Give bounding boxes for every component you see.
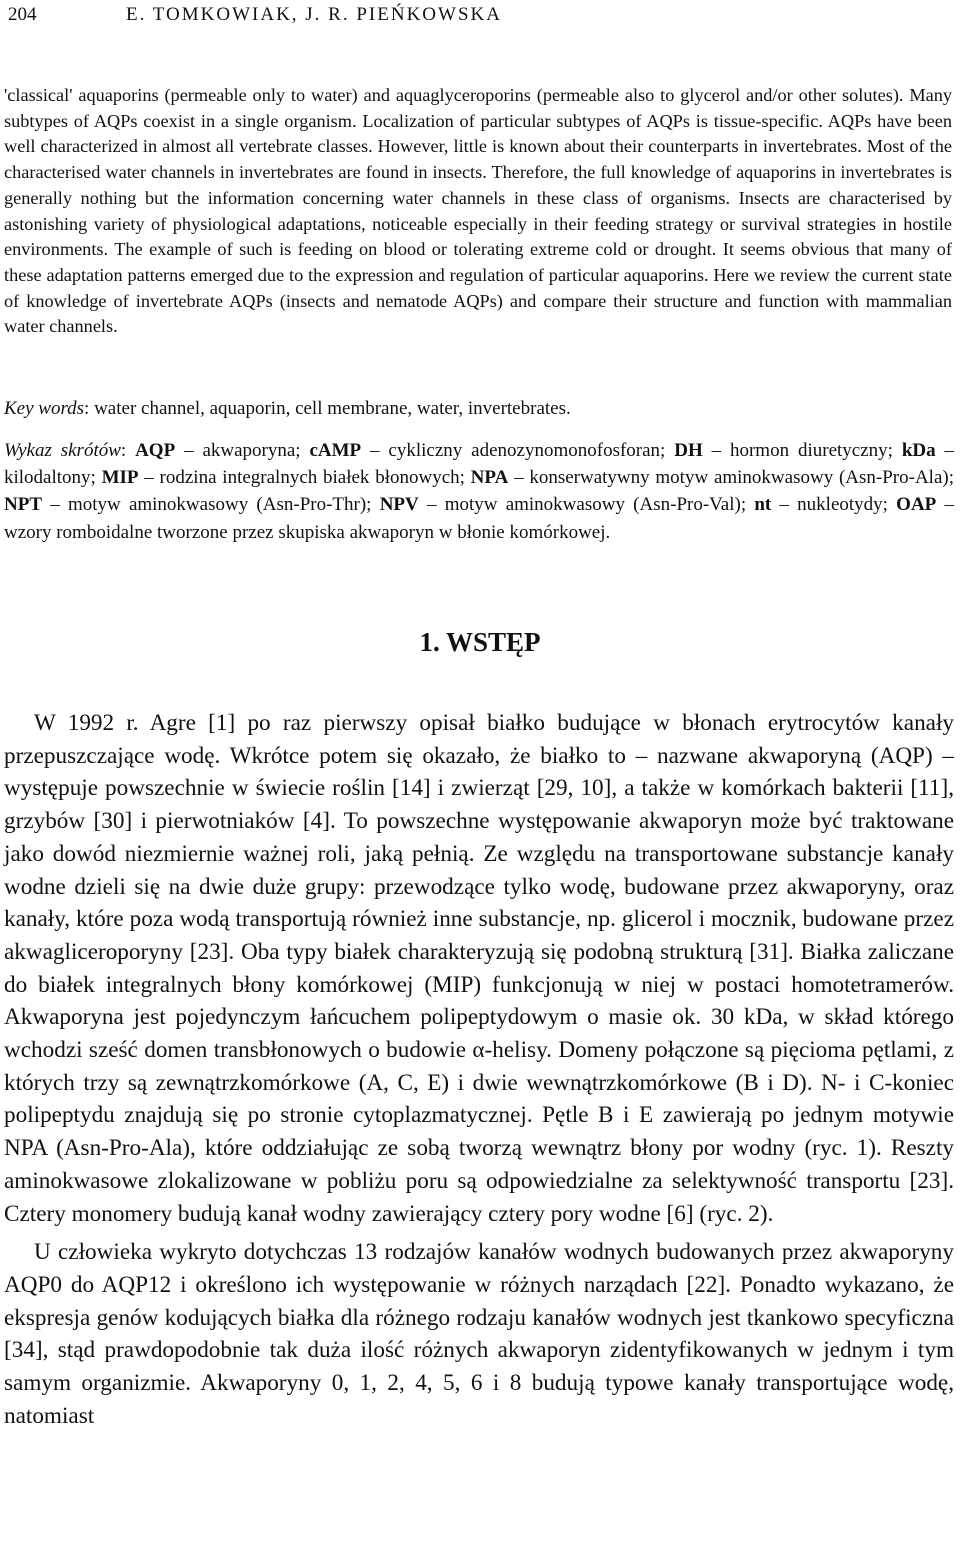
abbr-term: MIP <box>101 467 139 489</box>
abstract <box>4 83 952 340</box>
abbreviations-label: Wykaz skrótów <box>4 440 121 461</box>
abbr-def: – cykliczny adenozynomonofosforan; <box>361 440 675 461</box>
section-title: 1. WSTĘP <box>419 627 541 657</box>
abbr-term: OAP <box>896 494 937 516</box>
body-text <box>4 707 954 1438</box>
abbr-def: – nukleotydy; <box>771 494 897 516</box>
abbr-term: DH <box>674 440 703 461</box>
keywords-text: : water channel, aquaporin, cell membrane, water, invertebrates. <box>84 398 571 419</box>
abbr-def: – konserwatywny motyw aminokwasowy (Asn-Pro-Ala); <box>508 467 954 489</box>
running-header <box>8 4 952 30</box>
page-number: 204 <box>8 4 37 25</box>
abstract-text: 'classical' aquaporins (permeable only to water) and aquaglyceroporins (permeable also to glycerol and/or other solutes). Many subtypes of AQPs coexist in a single organism. Localization of particular subtypes of AQPs is tissue-specific. AQPs have been well characterized in almost all vertebrate classes. However, little is known about their counterparts in invertebrates. Most of the characterised water channels in invertebrates are found in insects. Therefore, the full knowledge of aquaporins in invertebrates is generally nothing but the information concerning water channels in these class of organisms. Insects are characterised by astonishing variety of physiological adaptations, noticeable especially in their feeding strategy or survival strategies in hostile environments. The example of such is feeding on blood or tolerating extreme cold or drought. It seems obvious that many of these adaptation patterns emerged due to the expression and regulation of particular aquaporins. Here we review the current state of knowledge of invertebrate AQPs (insects and nematode AQPs) and compare their structure and function with mammalian water channels. <box>4 85 952 337</box>
abbr-term: kDa <box>901 440 936 461</box>
abbr-def: – rodzina integralnych białek błonowych; <box>138 467 471 489</box>
abbr-term: AQP <box>135 440 176 461</box>
abbr-term: cAMP <box>309 440 362 461</box>
abbr-term: NPV <box>379 494 419 516</box>
body-paragraph: W 1992 r. Agre [1] po raz pierwszy opisał białko budujące w błonach erytrocytów kanały przepuszczające wodę. Wkrótce potem się okazało, że białko to – nazwane akwaporyną (AQP) – występuje powszechnie w świecie roślin [14] i zwierząt [29, 10], a także w komórkach bakterii [11], grzybów [30] i pierwotniaków [4]. To powszechne występowanie akwaporyn może być traktowane jako dowód niezmiernie ważnej roli, jaką pełnią. Ze względu na transportowane substancje kanały wodne dzieli się na dwie duże grupy: przewodzące tylko wodę, budowane przez akwaporyny, oraz kanały, które poza wodą transportują również inne substancje, np. glicerol i mocznik, budowane przez akwagliceroporyny [23]. Oba typy białek charakteryzują się podobną strukturą [31]. Białka zaliczane do białek integralnych błony komórkowej (MIP) funkcjonują w niej w postaci homotetramerów. Akwaporyna jest pojedynczym łańcuchem polipeptydowym o masie ok. 30 kDa, w skład którego wchodzi sześć domen transbłonowych o budowie α-helisy. Domeny połączone są pięcioma pętlami, z których trzy są zewnątrzkomórkowe (A, C, E) i dwie wewnątrzkomórkowe (B i D). N- i C-koniec polipeptydu znajdują się po stronie cytoplazmatycznej. Pętle B i E zawierają po jednym motywie NPA (Asn-Pro-Ala), które oddziałując ze sobą tworzą wewnątrz błony por wodny (ryc. 1). Reszty aminokwasowe zlokalizowane w pobliżu poru są odpowiedzialne za selektywność transportu [23]. Cztery monomery budują kanał wodny zawierający cztery pory wodne [6] (ryc. 2). <box>4 710 954 1227</box>
keywords-label: Key words <box>4 398 85 419</box>
abbr-def: – motyw aminokwasowy (Asn-Pro-Val); <box>418 494 755 516</box>
body-paragraph: U człowieka wykryto dotychczas 13 rodzajów kanałów wodnych budowanych przez akwaporyny AQP0 do AQP12 i określono ich występowanie w różnych narządach [22]. Ponadto wykazano, że ekspresja genów kodujących białka dla różnego rodzaju kanałów wodnych jest tkankowo specyficzna [34], stąd prawdopodobnie tak duża ilość różnych akwaporyn zidentyfikowanych w jednym i tym samym organizmie. Akwaporyny 0, 1, 2, 4, 5, 6 i 8 budują typowe kanały transportujące wodę, natomiast <box>4 1239 954 1429</box>
abbreviations-colon: : <box>120 440 136 461</box>
abbreviations <box>4 437 954 546</box>
abbr-def: – motyw aminokwasowy (Asn-Pro-Thr); <box>42 494 380 516</box>
abbr-def: – wzory romboidalne tworzone przez skupiska akwaporyn w błonie komórkowej. <box>4 494 955 543</box>
running-header-authors: E. TOMKOWIAK, J. R. PIEŃKOWSKA <box>126 4 502 25</box>
keywords <box>4 396 952 421</box>
abbr-term: NPT <box>4 494 42 516</box>
abbr-term: nt <box>754 494 772 516</box>
abbr-term: NPA <box>470 467 509 489</box>
abbr-def: – kilodaltony; <box>4 440 954 489</box>
abbr-def: – akwaporyna; <box>175 440 310 461</box>
abbr-def: – hormon diuretyczny; <box>702 440 902 461</box>
